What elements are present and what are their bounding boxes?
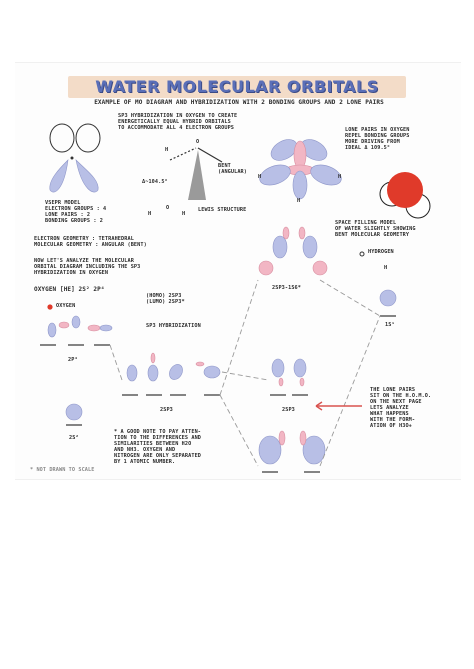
subtitle: EXAMPLE OF MO DIAGRAM AND HYBRIDIZATION WITH 2 BONDING GROUPS AND 2 LONE PAIRS [94, 99, 384, 106]
sp3-orbital-sketch [50, 124, 100, 192]
o-label-1: O [196, 139, 200, 145]
label-2s2: 2S² [69, 435, 79, 441]
h-label-2: H [258, 174, 262, 180]
page-title: WATER MOLECULAR ORBITALS [95, 77, 379, 96]
oxygen-legend: OXYGEN [56, 303, 76, 309]
geometry-label: ELECTRON GEOMETRY : TETRAHEDRAL MOLECULAR GEOMETRY : ANGULAR (BENT) [34, 236, 147, 248]
lewis-h-right: H [182, 211, 186, 217]
label-2sp3-left: 2SP3 [160, 407, 173, 413]
hydrogen-h: H [384, 265, 388, 271]
space-filling-label: SPACE FILLING MODEL OF WATER SLIGHTLY SHOWING BENT MOLECULAR GEOMETRY [335, 220, 416, 238]
lewis-label: LEWIS STRUCTURE [198, 207, 247, 213]
label-1s1: 1S¹ [385, 322, 395, 328]
lone-pair-note: LONE PAIRS IN OXYGEN REPEL BONDING GROUPS MORE DRIVING FROM IDEAL Δ 109.5° [345, 127, 410, 151]
h-label-3: H [338, 174, 342, 180]
bent-label: BENT (ANGULAR) [218, 163, 248, 175]
sp3-star-label: 2SP3-1S6* [272, 285, 302, 291]
label-2sp3-mid: 2SP3 [282, 407, 295, 413]
space-filling-model [380, 172, 430, 218]
analyze-label: NOW LET'S ANALYZE THE MOLECULAR ORBITAL DIAGRAM INCLUDING THE SP3 HYBRIDIZATION IN OXYGEN [34, 258, 141, 276]
h-label-1: H [165, 147, 169, 153]
angle-label: Δ~104.5° [142, 179, 168, 185]
sp3-note: SP3 HYBRIDIZATION IN OXYGEN TO CREATE ENERGETICALLY EQUAL HYBRID ORBITALS TO ACCOMMODATE ALL 4 ELECTRON GROUPS [118, 113, 238, 131]
h-label-4: H [297, 198, 301, 204]
sp3-hybridization-label: SP3 HYBRIDIZATION [146, 323, 201, 329]
hydrogen-legend: HYDROGEN [368, 249, 394, 255]
homo-lumo: (HOMO) 2SP3 (LUMO) 2SP3* [146, 293, 185, 305]
lewis-h-left: H [148, 211, 152, 217]
bent-molecule-sketch [170, 148, 222, 200]
lone-pairs-homo-note: THE LONE PAIRS SIT ON THE H.O.M.O. ON THE NEXT PAGE LETS ANALYZE WHAT HAPPENS WITH THE FORM- ATION OF H3O+ [370, 387, 432, 429]
good-note: * A GOOD NOTE TO PAY ATTEN- TION TO THE DIFFERENCES AND SIMILARITIES BETWEEN H2O AND NH3. OXYGEN AND NITROGEN ARE ONLY SEPARATED BY 1 ATOMIC NUMBER. [114, 429, 202, 465]
vsepr-model: VSEPR MODEL ELECTRON GROUPS : 4 LONE PAIRS : 2 BONDING GROUPS : 2 [45, 200, 107, 224]
lewis-o: O [166, 205, 170, 211]
oxygen-config: OXYGEN [HE] 2S² 2P⁴ [34, 286, 105, 293]
label-2p4: 2P⁴ [68, 357, 78, 363]
not-to-scale-note: * NOT DRAWN TO SCALE [30, 467, 95, 473]
